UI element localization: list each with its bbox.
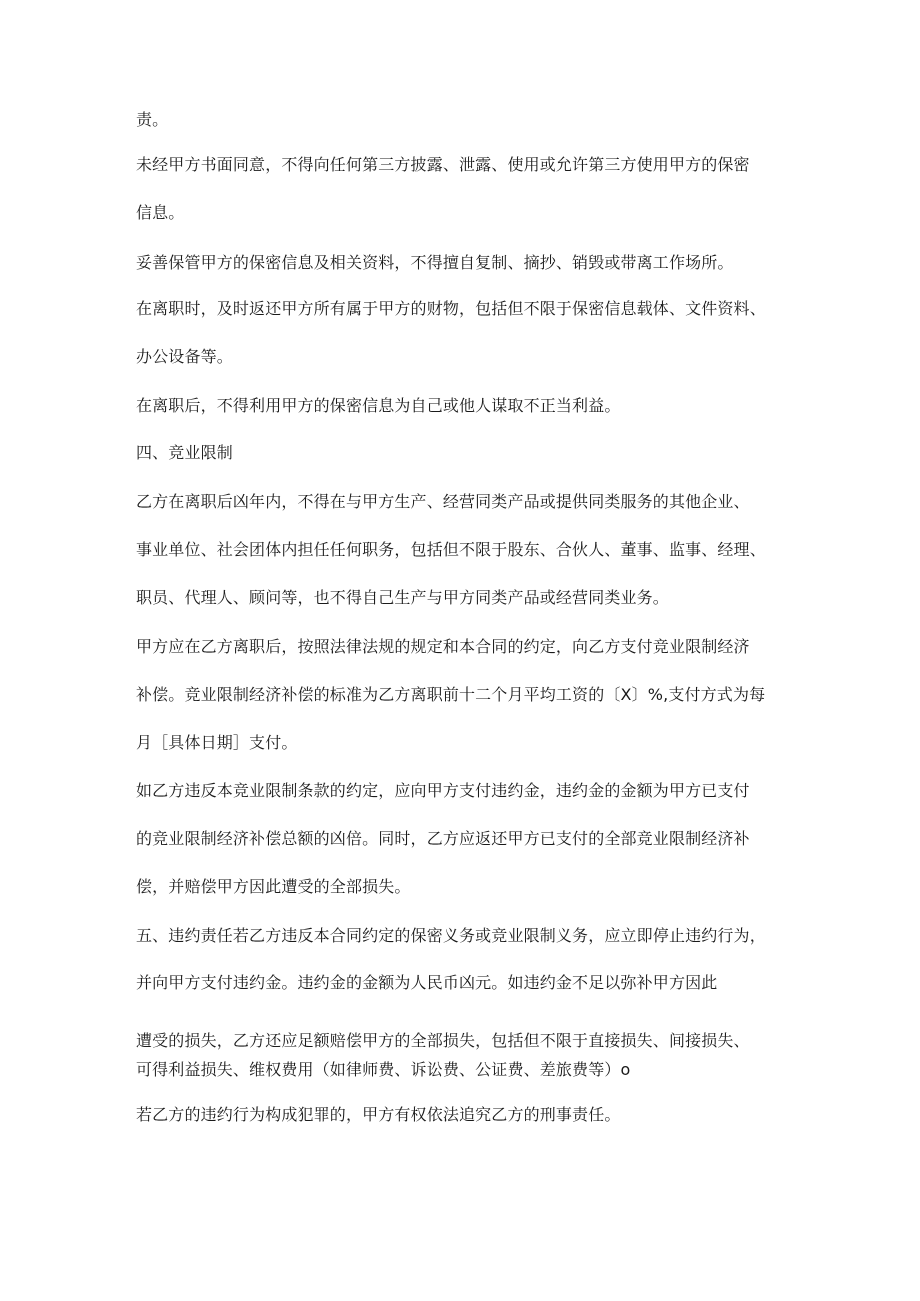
text-line: 可得利益损失、维权费用（如律师费、诉讼费、公证费、差旅费等）o [136,1060,631,1079]
text-line: 责。 [136,110,169,129]
text-line: 事业单位、社会团体内担任任何职务，包括但不限于股东、合伙人、董事、监事、经理、 [136,540,766,559]
text-line: 偿，并赔偿甲方因此遭受的全部损失。 [136,877,411,896]
text-line: 遭受的损失，乙方还应足额赔偿甲方的全部损失，包括但不限于直接损失、间接损失、 [136,1031,750,1050]
text-line: 信息。 [136,203,185,222]
text-line: 乙方在离职后凶年内，不得在与甲方生产、经营同类产品或提供同类服务的其他企业、 [136,492,750,511]
section-heading: 五、违约责任若乙方违反本合同约定的保密义务或竞业限制义务，应立即停止违约行为， [136,926,766,945]
text-line: 并向甲方支付违约金。违约金的金额为人民币凶元。如违约金不足以弥补甲方因此 [136,973,718,992]
text-line: 职员、代理人、顾问等，也不得自己生产与甲方同类产品或经营同类业务。 [136,588,669,607]
text-line: 若乙方的违约行为构成犯罪的，甲方有权依法追究乙方的刑事责任。 [136,1105,621,1124]
text-line: 的竞业限制经济补偿总额的凶倍。同时，乙方应返还甲方已支付的全部竞业限制经济补 [136,829,750,848]
text-line: 未经甲方书面同意，不得向任何第三方披露、泄露、使用或允许第三方使用甲方的保密 [136,155,750,174]
text-line: 甲方应在乙方离职后，按照法律法规的规定和本合同的约定，向乙方支付竞业限制经济 [136,637,750,656]
section-heading: 四、竞业限制 [136,443,233,462]
text-line: 如乙方违反本竞业限制条款的约定，应向甲方支付违约金，违约金的金额为甲方已支付 [136,781,750,800]
text-line: 办公设备等。 [136,347,233,366]
text-line: 补偿。竞业限制经济补偿的标准为乙方离职前十二个月平均工资的〔X〕%,支付方式为每 [136,685,766,704]
text-line: 妥善保管甲方的保密信息及相关资料，不得擅自复制、摘抄、销毁或带离工作场所。 [136,253,734,272]
text-line: 在离职后，不得利用甲方的保密信息为自己或他人谋取不正当利益。 [136,396,621,415]
text-line: 在离职时，及时返还甲方所有属于甲方的财物，包括但不限于保密信息载体、文件资料、 [136,299,766,318]
text-line: 月［具体日期］支付。 [136,733,298,752]
